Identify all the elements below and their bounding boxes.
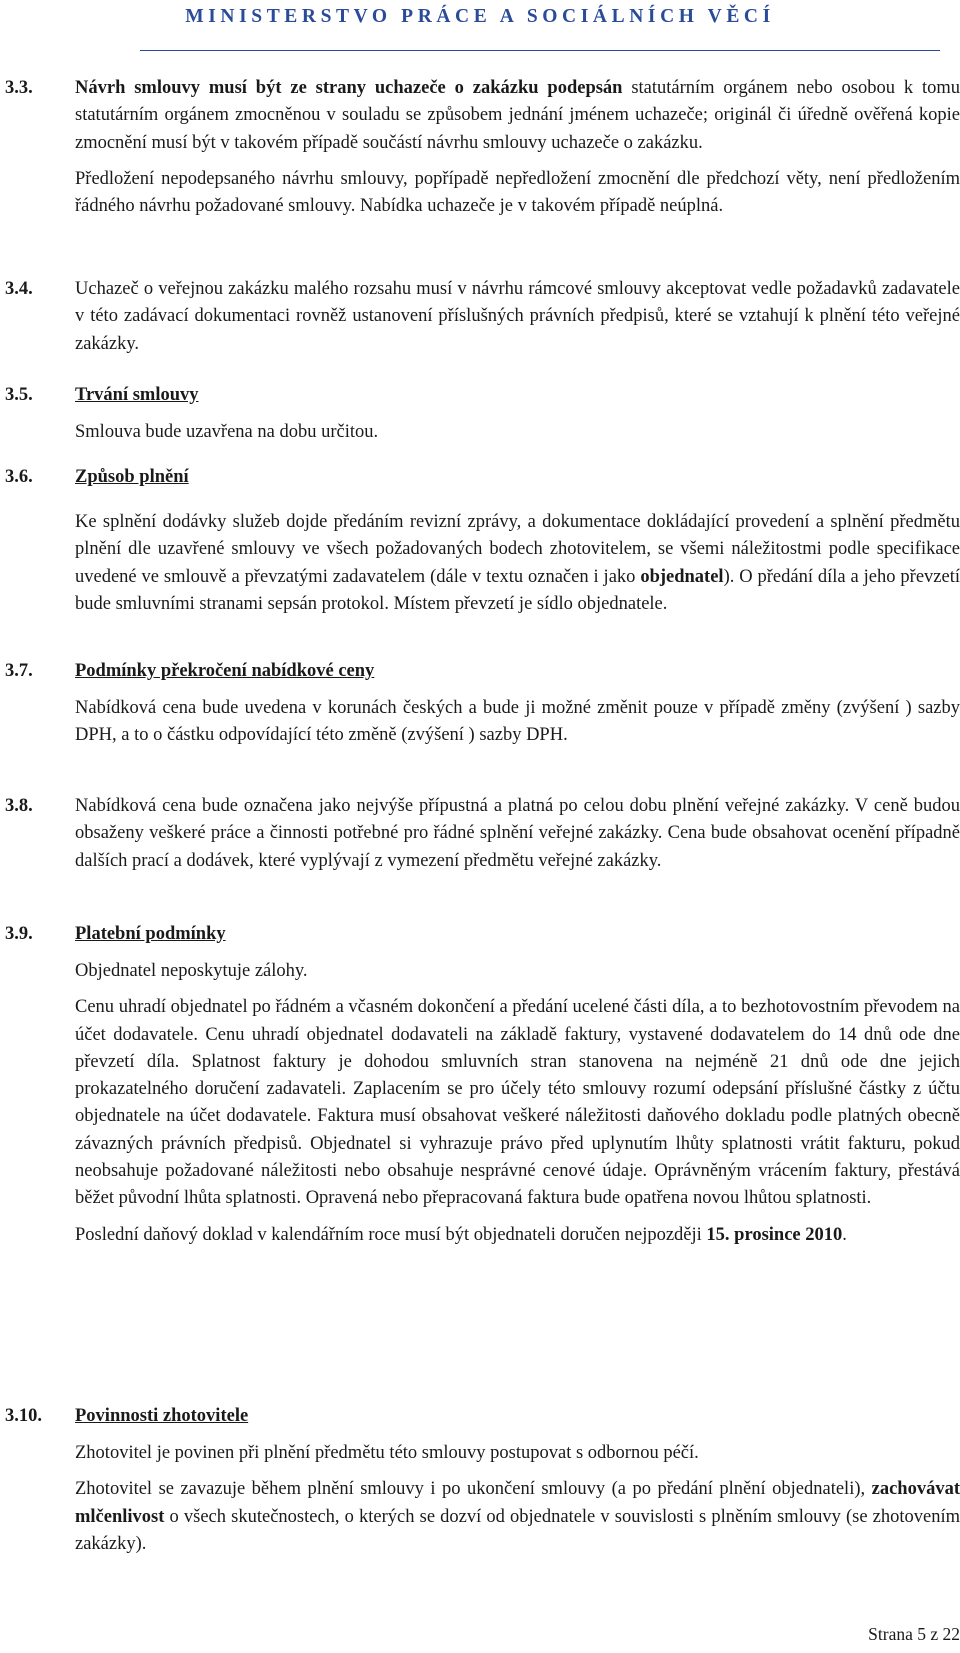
paragraph-text: statutárním orgánem nebo osobou k tomu statutárním orgánem zmocněnou v souladu se způsobem jednání jménem uchazeče; originál či úředně ověřená kopie zmocnění musí být v takovém případě součástí návrhu smlouvy uchazeče o zakázku. [75,78,960,153]
section-paragraph: Předložení nepodepsaného návrhu smlouvy, popřípadě nepředložení zmocnění dle předchozí věty, není předložením řádného návrhu požadované smlouvy. Nabídka uchazeče je v takovém případě neúplná. [75,168,960,217]
section-heading: Způsob plnění [75,467,189,487]
section-paragraph: Cenu uhradí objednatel po řádném a včasném dokončení a předání ucelené části díla, a to bezhotovostním převodem na účet dodavatele. Cenu uhradí objednatel dodavateli na základě faktury, vystavené dodavatelem do 14 dnů ode dne převzetí díla. Splatnost faktury je dohodou smluvních stran stanovena na nejméně 21 dnů ode dne jejich prokazatelného doručení zadavateli. Zaplacením se pro účely této smlouvy rozumí odepsání příslušné částky z účtu objednatele na účet dodavatele. Faktura musí obsahovat veškeré náležitosti daňového dokladu podle platných obecně závazných právních předpisů. Objednatel si vyhrazuje právo před uplynutím lhůty splatnosti vrátit fakturu, pokud neobsahuje požadované náležitosti nebo obsahuje nesprávné cenové údaje. Oprávněným vrácením faktury, přestává běžet původní lhůta splatnosti. Opravená nebo přepracovaná faktura bude opatřena novou lhůtou splatnosti. [75,997,960,1209]
section-paragraph: Smlouva bude uzavřena na dobu určitou. [75,422,379,442]
section-number: 3.4. [5,279,33,299]
section-3-9 [0,921,960,1258]
section-number: 3.5. [5,385,33,405]
section-3-7 [0,658,960,759]
bold-text: 15. prosince 2010 [706,1224,843,1245]
ministry-header: MINISTERSTVO PRÁCE A SOCIÁLNÍCH VĚCÍ [185,6,775,27]
section-paragraph: Zhotovitel je povinen při plnění předmětu této smlouvy postupovat s odbornou péčí. [75,1443,699,1463]
section-3-4 [0,276,960,367]
paragraph-text: . [842,1224,847,1245]
section-number: 3.8. [5,796,33,816]
section-heading: Povinnosti zhotovitele [75,1406,249,1426]
paragraph-text: o všech skutečnostech, o kterých se dozví od objednatele v souvislosti s plněním smlouvy (se zhotovením zakázky). [75,1506,960,1554]
section-3-8 [0,793,960,884]
section-paragraph [75,1222,960,1249]
section-paragraph [75,1476,960,1558]
paragraph-text: Poslední daňový doklad v kalendářním roce musí být objednateli doručen nejpozději [75,1224,707,1245]
section-paragraph [75,509,960,618]
section-number: 3.10. [5,1406,42,1426]
section-paragraph: Nabídková cena bude uvedena v korunách českých a bude ji možné změnit pouze v případě změny (zvýšení ) sazby DPH, a to o částku odpovídající této změně (zvýšení ) sazby DPH. [75,698,960,746]
header-rule [140,50,940,51]
section-3-6 [0,464,960,627]
section-heading: Trvání smlouvy [75,385,199,405]
paragraph-text: ). O předání díla a jeho převzetí bude smluvními stranami sepsán protokol. Místem převzetí je sídlo objednatele. [75,566,960,614]
section-heading: Platební podmínky [75,924,226,944]
section-heading: Podmínky překročení nabídkové ceny [75,661,375,681]
section-paragraph [75,75,960,157]
section-paragraph: Uchazeč o veřejnou zakázku malého rozsahu musí v návrhu rámcové smlouvy akceptovat vedle požadavků zadavatele v této zadávací dokumentaci rovněž ustanovení příslušných právních předpisů, které se vztahují k plnění této veřejné zakázky. [75,279,960,354]
bold-text: zachovávat mlčenlivost [75,1479,960,1527]
section-3-5 [0,382,960,455]
section-number: 3.9. [5,924,33,944]
page-number: Strana 5 z 22 [868,1624,960,1644]
section-paragraph: Objednatel neposkytuje zálohy. [75,961,308,981]
bold-text: Návrh smlouvy musí být ze strany uchazeče o zakázku podepsán [75,78,623,98]
section-3-10 [0,1403,960,1567]
section-number: 3.3. [5,78,33,98]
paragraph-text: Zhotovitel se zavazuje během plnění smlouvy i po ukončení smlouvy (a po předání plnění objednateli), [75,1479,872,1500]
section-paragraph: Nabídková cena bude označena jako nejvýše přípustná a platná po celou dobu plnění veřejné zakázky. V ceně budou obsaženy veškeré práce a činnosti potřebné pro řádné splnění veřejné zakázky. Cena bude obsahovat ocenění případně dalších prací a dodávek, které vyplývají z vymezení předmětu veřejné zakázky. [75,796,960,871]
bold-text: objednatel [640,566,724,587]
paragraph-text: Ke splnění dodávky služeb dojde předáním revizní zprávy, a dokumentace dokládající provedení a splnění předmětu plnění dle uzavřené smlouvy ve všech požadovaných bodech zhotovitelem, se všemi náležitostmi podle specifikace uvedené ve smlouvě a převzatými zadavatelem (dále v textu označen i jako [75,512,960,587]
section-number: 3.7. [5,661,33,681]
section-number: 3.6. [5,467,33,487]
section-3-3 [0,75,960,229]
